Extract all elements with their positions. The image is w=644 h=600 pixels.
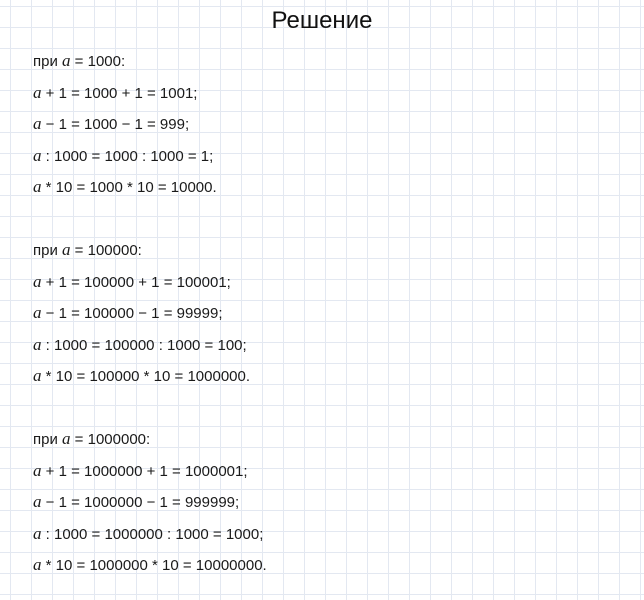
header-suffix: = 1000000: [70,431,151,448]
variable: a [33,114,42,133]
equation-text: * 10 = 100000 * 10 = 1000000. [41,368,251,385]
equation-text: − 1 = 100000 − 1 = 99999; [41,305,223,322]
variable: a [33,460,42,480]
equation-line [33,145,633,177]
equation-text: + 1 = 100000 + 1 = 100001; [41,273,231,291]
header-suffix: = 1000: [70,53,126,70]
equation-text: * 10 = 1000000 * 10 = 10000000. [41,557,267,574]
page-title: Решение [271,7,373,34]
header-prefix: при [33,431,63,448]
variable: a [62,240,71,259]
variable: a [33,145,42,165]
equation-text: : 1000 = 1000 : 1000 = 1; [41,147,214,165]
variable: a [33,303,42,322]
equation-line [33,334,633,366]
variable: a [62,51,71,70]
equation-line [33,271,633,303]
equation-line [33,554,633,586]
variable: a [62,429,71,448]
equation-line [33,491,633,523]
equation-line [33,113,633,145]
variable: a [33,555,42,574]
variable: a [33,492,42,511]
equation-line [33,302,633,334]
header-suffix: = 100000: [70,242,142,259]
equation-text: − 1 = 1000 − 1 = 999; [41,116,190,133]
equation-line [33,365,633,397]
spacer [33,208,633,240]
equation-text: : 1000 = 1000000 : 1000 = 1000; [41,525,264,543]
equation-line [33,460,633,492]
variable: a [33,334,42,354]
variable: a [33,177,42,196]
equation-line [33,523,633,555]
header-prefix: при [33,242,63,259]
block-header [33,239,633,271]
block-header [33,50,633,82]
equation-text: − 1 = 1000000 − 1 = 999999; [41,494,240,511]
equation-line [33,82,633,114]
equation-text: + 1 = 1000000 + 1 = 1000001; [41,462,248,480]
solution-lines [33,50,633,586]
equation-text: * 10 = 1000 * 10 = 10000. [41,179,217,196]
equation-text: + 1 = 1000 + 1 = 1001; [41,84,198,102]
spacer [33,397,633,429]
equation-text: : 1000 = 100000 : 1000 = 100; [41,336,247,354]
header-prefix: при [33,53,63,70]
equation-line [33,176,633,208]
variable: a [33,523,42,543]
variable: a [33,82,42,102]
variable: a [33,271,42,291]
block-header [33,428,633,460]
variable: a [33,366,42,385]
